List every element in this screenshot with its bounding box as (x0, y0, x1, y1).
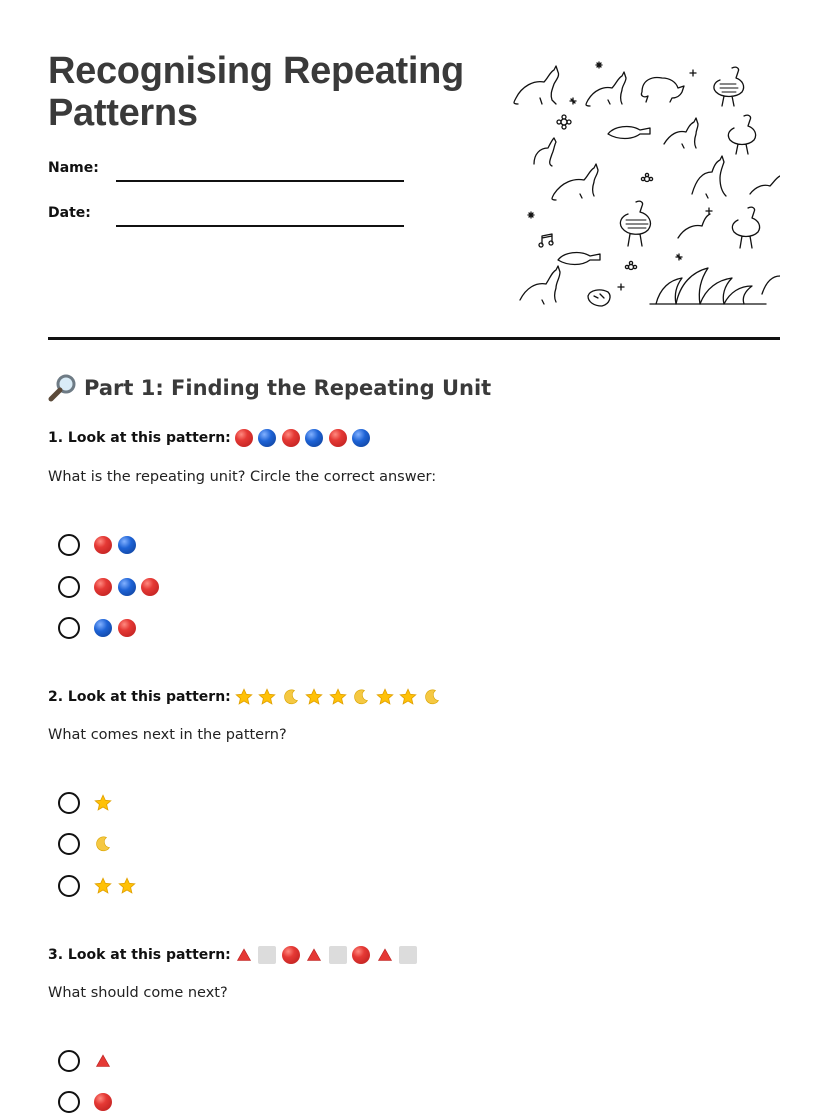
question-2 (48, 686, 446, 708)
section-divider (48, 337, 780, 340)
red-circle-icon (94, 1093, 112, 1111)
page-title (48, 50, 498, 134)
kangaroo-icon (762, 276, 780, 294)
kangaroo-icon (750, 176, 780, 194)
section-title: Part 1: Finding the Repeating Unit (84, 376, 492, 400)
grey-square-icon (258, 946, 276, 964)
star-icon (706, 208, 712, 214)
red-circle-icon (235, 429, 253, 447)
kangaroo-icon (514, 66, 559, 104)
answer-option-1-1[interactable] (58, 533, 141, 557)
answer-symbols (94, 1093, 118, 1111)
emu-icon (732, 207, 759, 248)
star-icon (399, 688, 417, 706)
flower-icon (625, 261, 636, 269)
music-note-icon (539, 234, 553, 247)
kangaroo-icon (586, 72, 626, 106)
kangaroo-icon (664, 118, 698, 148)
star-icon (118, 877, 136, 895)
question-prompt: What is the repeating unit? Circle the correct answer: (48, 469, 437, 485)
star-icon (618, 284, 624, 290)
moon-icon (352, 688, 370, 706)
answer-option-1-2[interactable] (58, 575, 165, 599)
emu-icon (728, 115, 755, 154)
red-circle-icon (282, 429, 300, 447)
question-3 (48, 944, 423, 966)
star-icon (94, 794, 112, 812)
red-triangle-icon (94, 1052, 112, 1070)
answer-symbols (94, 835, 118, 853)
star-icon (570, 98, 576, 104)
star-icon (258, 688, 276, 706)
answer-radio[interactable] (58, 617, 80, 639)
moon-icon (94, 835, 112, 853)
answer-option-3-1[interactable] (58, 1049, 118, 1073)
platypus-icon (608, 127, 650, 139)
date-field[interactable] (116, 225, 404, 227)
blue-circle-icon (305, 429, 323, 447)
star-icon (676, 254, 682, 260)
blue-circle-icon (352, 429, 370, 447)
answer-radio[interactable] (58, 534, 80, 556)
question-label: 3. Look at this pattern: (48, 947, 231, 963)
question-pattern (235, 688, 447, 706)
answer-radio[interactable] (58, 792, 80, 814)
answer-option-1-3[interactable] (58, 616, 141, 640)
red-triangle-icon (376, 946, 394, 964)
answer-symbols (94, 536, 141, 554)
answer-symbols (94, 1052, 118, 1070)
star-icon (690, 70, 696, 76)
star-icon (94, 877, 112, 895)
kangaroo-icon (692, 156, 726, 198)
name-field[interactable] (116, 180, 404, 182)
answer-symbols (94, 794, 118, 812)
blue-circle-icon (258, 429, 276, 447)
page-title-line-2: Patterns (48, 92, 198, 134)
section-heading (48, 373, 491, 403)
answer-radio[interactable] (58, 1050, 80, 1072)
answer-option-2-3[interactable] (58, 874, 141, 898)
grey-square-icon (329, 946, 347, 964)
star-icon (528, 212, 534, 218)
star-icon (596, 62, 602, 68)
answer-symbols (94, 619, 141, 637)
wombat-icon (641, 78, 684, 102)
blue-circle-icon (118, 536, 136, 554)
answer-option-3-2[interactable] (58, 1090, 118, 1114)
platypus-icon (558, 253, 600, 265)
red-circle-icon (94, 536, 112, 554)
kangaroo-icon (534, 138, 556, 166)
answer-option-2-1[interactable] (58, 791, 118, 815)
question-1 (48, 427, 376, 449)
red-circle-icon (94, 578, 112, 596)
answer-symbols (94, 877, 141, 895)
rock-icon (588, 290, 610, 306)
red-circle-icon (352, 946, 370, 964)
blue-circle-icon (94, 619, 112, 637)
magnifying-glass-icon (48, 373, 78, 403)
australian-animals-illustration (510, 58, 780, 308)
answer-option-2-2[interactable] (58, 832, 118, 856)
blue-circle-icon (118, 578, 136, 596)
date-label: Date: (48, 205, 91, 221)
flower-icon (641, 173, 652, 181)
kangaroo-icon (520, 266, 560, 304)
question-label: 2. Look at this pattern: (48, 689, 231, 705)
answer-radio[interactable] (58, 833, 80, 855)
kangaroo-icon (678, 214, 710, 238)
red-triangle-icon (305, 946, 323, 964)
question-pattern (235, 429, 376, 447)
star-icon (235, 688, 253, 706)
answer-radio[interactable] (58, 875, 80, 897)
red-triangle-icon (235, 946, 253, 964)
star-icon (376, 688, 394, 706)
flower-icon (557, 115, 571, 129)
emu-icon (620, 201, 650, 246)
red-circle-icon (329, 429, 347, 447)
question-prompt: What should come next? (48, 985, 228, 1001)
answer-radio[interactable] (58, 1091, 80, 1113)
page-title-line-1: Recognising Repeating (48, 50, 464, 92)
answer-radio[interactable] (58, 576, 80, 598)
question-prompt: What comes next in the pattern? (48, 727, 287, 743)
answer-symbols (94, 578, 165, 596)
sydney-opera-house-icon (650, 268, 766, 304)
red-circle-icon (282, 946, 300, 964)
name-label: Name: (48, 160, 99, 176)
moon-icon (423, 688, 441, 706)
red-circle-icon (118, 619, 136, 637)
kangaroo-icon (552, 164, 598, 200)
emu-icon (714, 67, 744, 106)
star-icon (329, 688, 347, 706)
question-pattern (235, 946, 423, 964)
red-circle-icon (141, 578, 159, 596)
star-icon (305, 688, 323, 706)
question-label: 1. Look at this pattern: (48, 430, 231, 446)
moon-icon (282, 688, 300, 706)
grey-square-icon (399, 946, 417, 964)
